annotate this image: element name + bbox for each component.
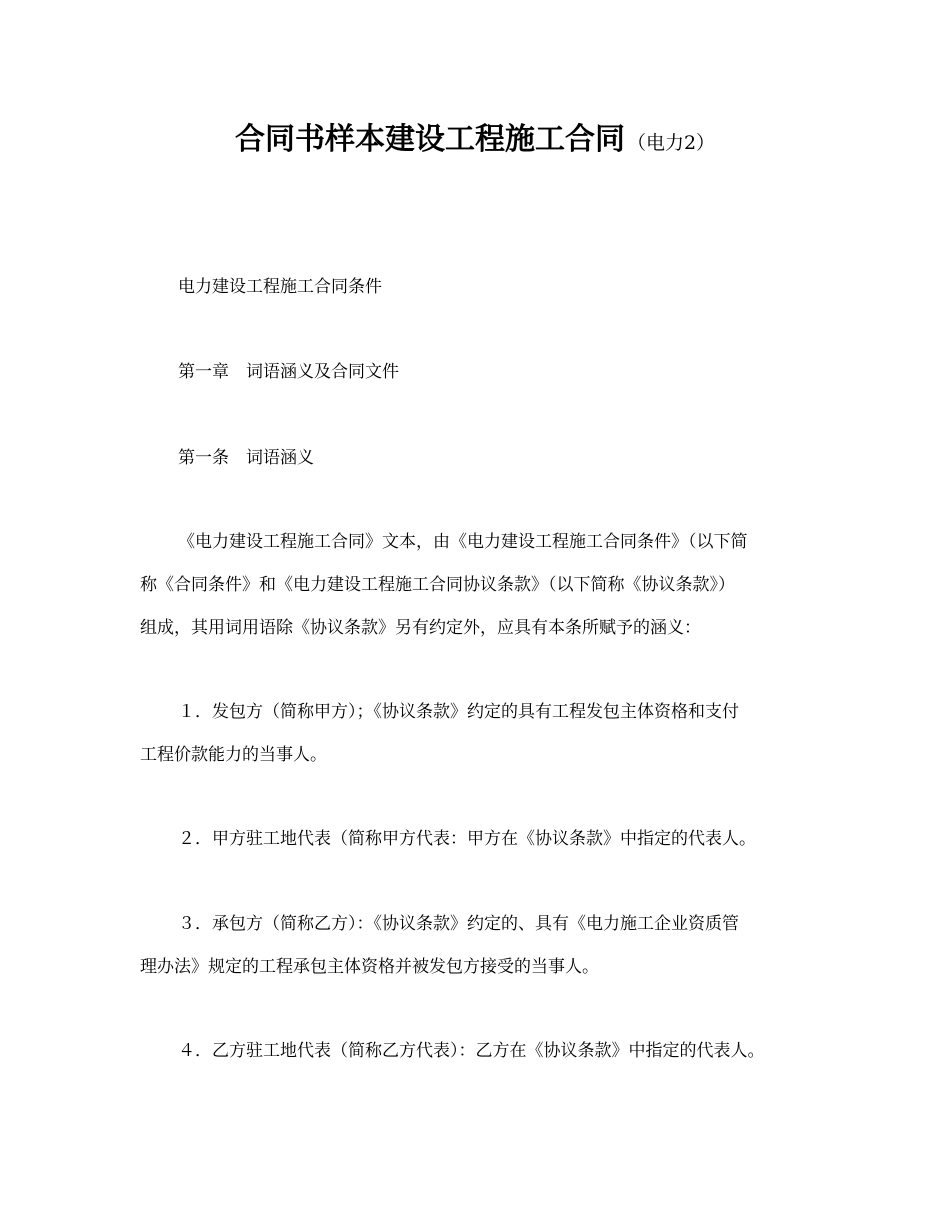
item-3-line-2: 理办法》规定的工程承包主体资格并被发包方接受的当事人。	[140, 957, 599, 977]
intro-paragraph-line-3: 组成，其用词用语除《协议条款》另有约定外，应具有本条所赋予的涵义：	[140, 618, 701, 638]
article-heading: 第一条 词语涵义	[178, 448, 314, 468]
intro-paragraph-line-2: 称《合同条件》和《电力建设工程施工合同协议条款》（以下简称《协议条款》）	[140, 575, 735, 595]
intro-paragraph-line-1: 《电力建设工程施工合同》文本，由《电力建设工程施工合同条件》（以下简	[178, 532, 748, 552]
document-title	[0, 114, 950, 158]
chapter-heading: 第一章 词语涵义及合同文件	[178, 362, 399, 382]
title-subtitle: （电力2）	[626, 132, 716, 154]
item-1-line-2: 工程价款能力的当事人。	[140, 745, 327, 765]
item-3-line-1: ３．承包方（简称乙方）：《协议条款》约定的、具有《电力施工企业资质管	[178, 914, 739, 934]
item-1-line-1: １．发包方（简称甲方）；《协议条款》约定的具有工程发包主体资格和支付	[178, 702, 739, 722]
item-2-line-1: ２．甲方驻工地代表（简称甲方代表：甲方在《协议条款》中指定的代表人。	[178, 829, 756, 849]
heading-conditions: 电力建设工程施工合同条件	[178, 277, 382, 297]
title-main: 合同书样本建设工程施工合同	[234, 122, 625, 157]
item-4-line-1: ４．乙方驻工地代表（简称乙方代表）：乙方在《协议条款》中指定的代表人。	[178, 1041, 765, 1061]
